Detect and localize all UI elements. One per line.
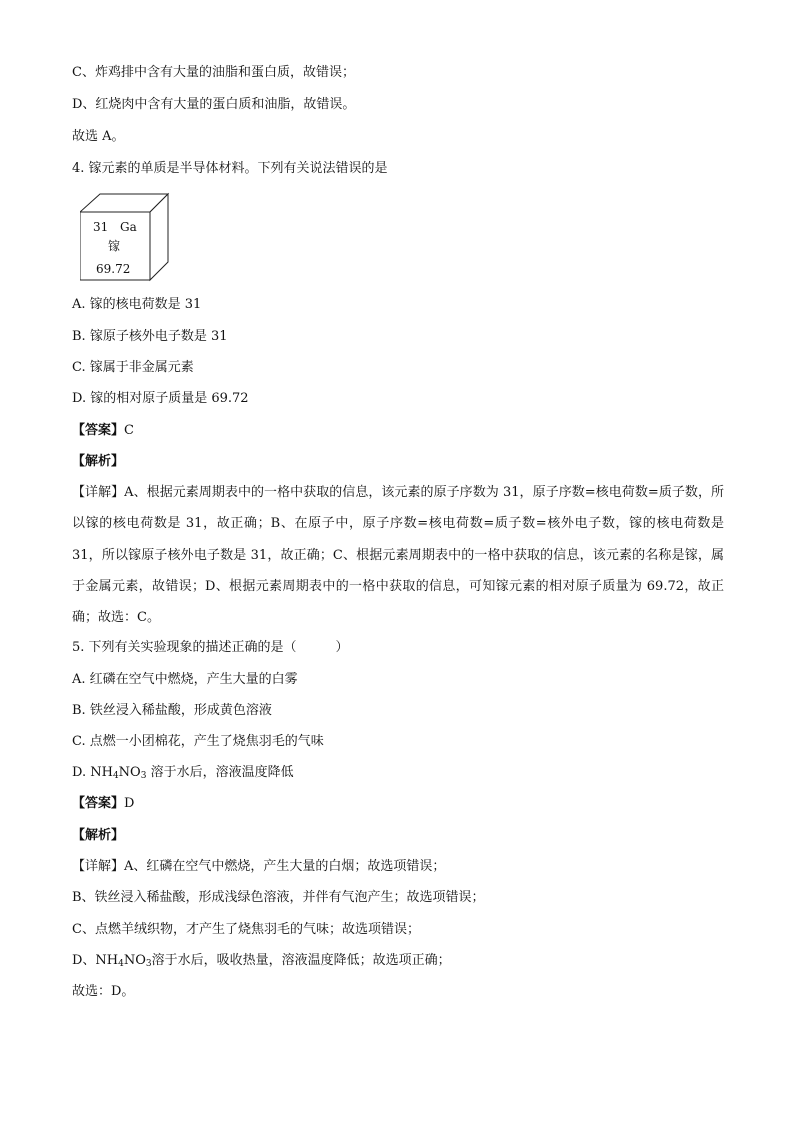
explanation-text: D、NH [72, 953, 119, 968]
text-line: C、炸鸡排中含有大量的油脂和蛋白质，故错误； [72, 65, 355, 80]
question-4-stem: 4. 镓元素的单质是半导体材料。下列有关说法错误的是 [72, 161, 388, 176]
atomic-mass: 69.72 [96, 262, 131, 276]
explanation-text: 溶于水后，吸收热量，溶液温度降低；故选项正确； [151, 953, 451, 968]
explanation-line [72, 952, 451, 970]
question-5-stem: 5. 下列有关实验现象的描述正确的是（ ） [72, 640, 349, 655]
option-d-text: D. NH [72, 765, 113, 780]
answer-value: C [124, 423, 134, 438]
subscript: 3 [140, 771, 147, 781]
element-symbol: Ga [120, 220, 137, 234]
explanation-text: NO [123, 953, 146, 968]
option-c: C. 点燃一小团棉花，产生了烧焦羽毛的气味 [72, 734, 324, 749]
element-name: 镓 [108, 239, 121, 253]
text-line: 故选 A。 [72, 129, 125, 144]
analysis-tag: 【解析】 [72, 454, 125, 469]
option-a: A. 镓的核电荷数是 31 [72, 297, 202, 312]
option-d [72, 764, 294, 782]
answer-value: D [124, 796, 135, 811]
option-a: A. 红磷在空气中燃烧，产生大量的白雾 [72, 672, 298, 687]
answer-line [72, 795, 134, 813]
option-d-text: 溶于水后，溶液温度降低 [146, 765, 294, 780]
text-line: D、红烧肉中含有大量的蛋白质和油脂，故错误。 [72, 97, 356, 112]
answer-line [72, 422, 134, 440]
option-c: C. 镓属于非金属元素 [72, 360, 194, 375]
option-b: B. 铁丝浸入稀盐酸，形成黄色溶液 [72, 703, 272, 718]
option-d-text: NO [118, 765, 141, 780]
option-b: B. 镓原子核外电子数是 31 [72, 329, 228, 344]
explanation-text: 【详解】A、根据元素周期表中的一格中获取的信息，该元素的原子序数为 31，原子序数=核电荷数=质子数，所以镓的核电荷数是 31，故正确；B、在原子中，原子序数=核电荷数=质子数=核外电子数，镓的核电荷数是 31，所以镓原子核外电子数是 31，故正确；C、根据元素周期表中的一格中获取的信息，该元素的名称是镓，属于金属元素，故错误；D、根据元素周期表中的一格中获取的信息，可知镓元素的相对原子质量为 69.72，故正确；故选：C。 [72, 485, 724, 626]
element-cube-figure [80, 192, 170, 282]
option-d: D. 镓的相对原子质量是 69.72 [72, 391, 249, 406]
answer-tag: 【答案】 [72, 423, 125, 438]
subscript: 4 [112, 771, 119, 781]
answer-tag: 【答案】 [72, 796, 125, 811]
atomic-number: 31 [93, 220, 109, 234]
subscript: 3 [145, 959, 152, 969]
explanation-line: B、铁丝浸入稀盐酸，形成浅绿色溶液，并伴有气泡产生；故选项错误； [72, 890, 485, 905]
explanation-line: C、点燃羊绒织物，才产生了烧焦羽毛的气味；故选项错误； [72, 922, 420, 937]
subscript: 4 [118, 959, 124, 969]
explanation-line: 【详解】A、红磷在空气中燃烧，产生大量的白烟；故选项错误； [72, 859, 446, 874]
detailed-explanation [72, 477, 724, 633]
analysis-tag: 【解析】 [72, 828, 125, 843]
explanation-line: 故选：D。 [72, 984, 135, 999]
